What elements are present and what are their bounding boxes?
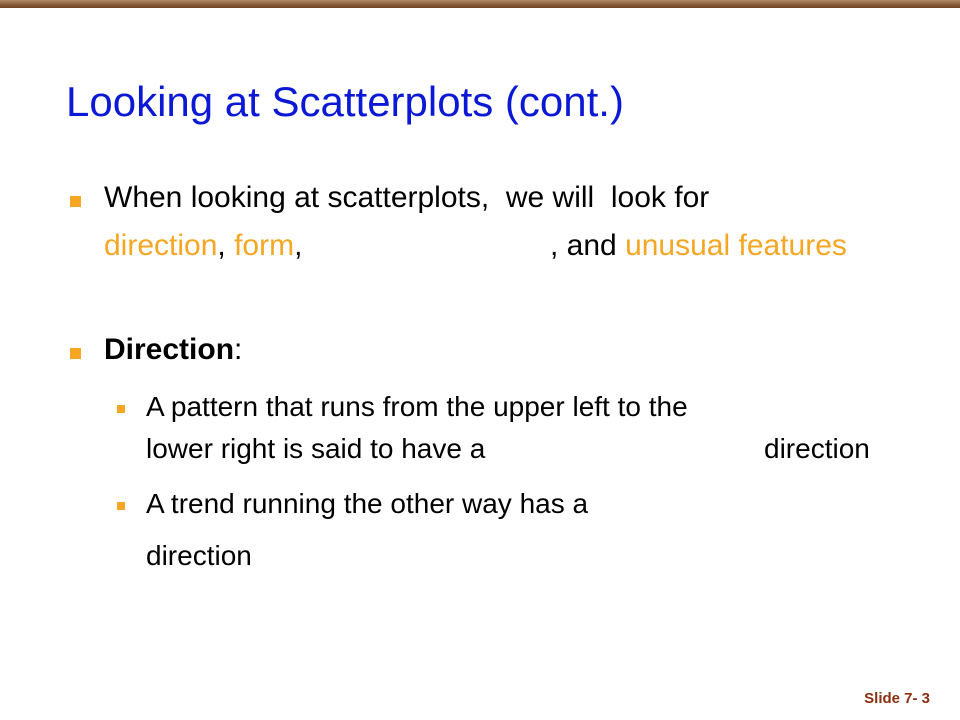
sub-bullet-square-icon	[117, 405, 125, 413]
slide-title: Looking at Scatterplots (cont.)	[66, 78, 624, 125]
slide-number: Slide 7- 3	[864, 690, 930, 707]
intro-comma-2: ,	[294, 229, 303, 262]
intro-and: , and	[550, 229, 626, 262]
intro-comma-1: ,	[217, 229, 235, 262]
top-decorative-bar	[0, 0, 960, 8]
bullet-square-icon	[70, 196, 81, 207]
intro-line-1: When looking at scatterplots, we will look for	[104, 181, 710, 214]
bullet-square-icon	[70, 348, 81, 359]
term-direction: direction	[104, 229, 218, 262]
sub-bullet-1-line-2-end: direction	[764, 433, 870, 464]
direction-heading-colon: :	[234, 333, 243, 366]
sub-bullet-1-line-1: A pattern that runs from the upper left to the	[146, 391, 688, 422]
intro-line-2	[104, 228, 302, 264]
sub-bullet-2-line-2: direction	[146, 540, 252, 571]
term-form: form	[234, 229, 295, 262]
sub-bullet-2-line-1: A trend running the other way has a	[146, 488, 589, 519]
sub-bullet-square-icon	[117, 502, 125, 510]
direction-heading	[104, 332, 242, 368]
intro-line-2-end	[550, 228, 847, 264]
direction-heading-label: Direction	[104, 333, 235, 366]
term-unusual-features: unusual features	[625, 229, 847, 262]
sub-bullet-1-line-2: lower right is said to have a	[146, 433, 486, 464]
